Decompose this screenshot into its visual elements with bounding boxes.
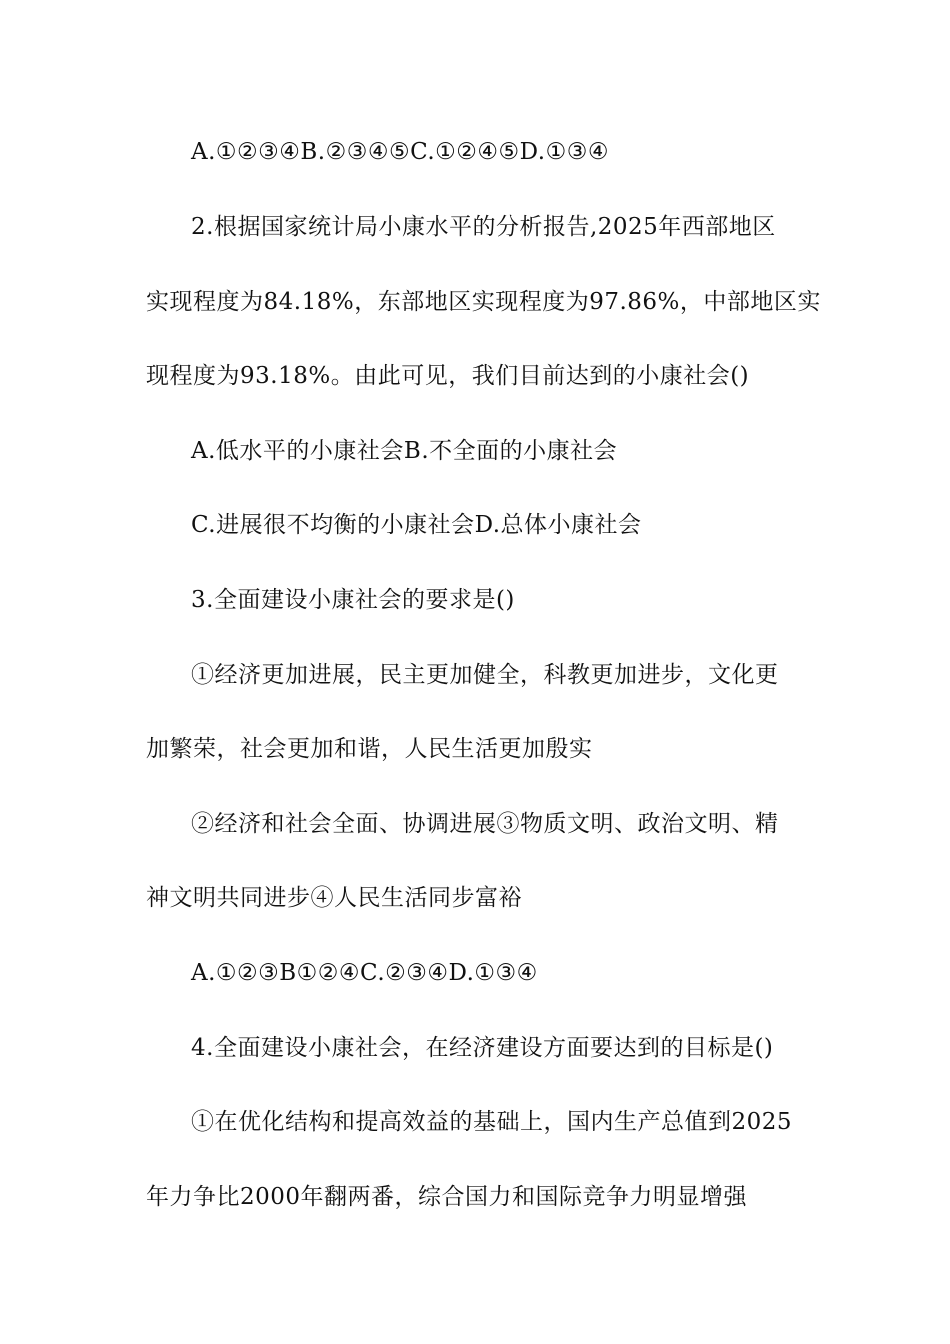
question-2-line-1: 2.根据国家统计局小康水平的分析报告,2025年西部地区 — [191, 214, 776, 240]
question-3: 3.全面建设小康社会的要求是() — [191, 587, 515, 613]
question-3-item-1-line-1: ①经济更加进展，民主更加健全，科教更加进步，文化更 — [191, 662, 779, 688]
question-2-line-3: 现程度为93.18%。由此可见，我们目前达到的小康社会() — [146, 363, 750, 389]
answer-options-q2-cd: C.进展很不均衡的小康社会D.总体小康社会 — [191, 512, 642, 538]
answer-options-q3: A.①②③B①②④C.②③④D.①③④ — [191, 960, 538, 986]
question-4: 4.全面建设小康社会，在经济建设方面要达到的目标是() — [191, 1035, 774, 1061]
question-3-items-2-3: ②经济和社会全面、协调进展③物质文明、政治文明、精 — [191, 811, 779, 837]
answer-options-q1: A.①②③④B.②③④⑤C.①②④⑤D.①③④ — [191, 139, 609, 165]
question-3-items-3-4: 神文明共同进步④人民生活同步富裕 — [146, 885, 522, 911]
question-4-item-1-line-1: ①在优化结构和提高效益的基础上，国内生产总值到2025 — [191, 1109, 793, 1135]
answer-options-q2-ab: A.低水平的小康社会B.不全面的小康社会 — [191, 438, 618, 464]
question-2-line-2: 实现程度为84.18%，东部地区实现程度为97.86%，中部地区实 — [146, 289, 821, 315]
question-3-item-1-line-2: 加繁荣，社会更加和谐，人民生活更加殷实 — [146, 736, 593, 762]
question-4-item-1-line-2: 年力争比2000年翻两番，综合国力和国际竞争力明显增强 — [146, 1184, 748, 1210]
